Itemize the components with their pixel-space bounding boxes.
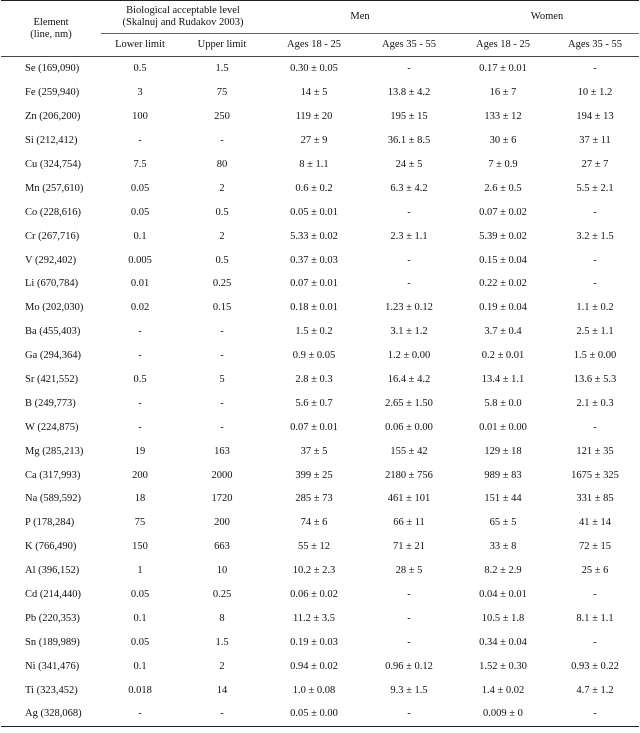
upper-limit-cell: 10 [216,565,228,577]
element-cell: Sr (421,552) [25,374,79,386]
women-ages-35-55-cell: 121 ± 35 [576,445,614,457]
bio-level-header-line1: Biological acceptable level [126,5,240,16]
element-cell: K (766,490) [25,541,77,553]
men-ages-18-25-cell: 27 ± 9 [300,135,328,147]
element-cell: P (178,284) [25,517,75,529]
men-ages-18-25-cell: 0.07 ± 0.01 [290,421,338,433]
women-ages-35-55-cell: 2.1 ± 0.3 [576,397,614,409]
women-ages-18-25-cell: 2.6 ± 0.5 [484,182,522,194]
men-ages-35-55-cell: 13.8 ± 4.2 [387,87,431,99]
table-row [1,391,639,415]
upper-limit-cell: 80 [216,159,228,170]
element-header-line1: Element [33,16,69,28]
element-cell: Mo (202,030) [25,302,84,314]
upper-limit-cell: - [220,135,224,147]
women-ages-35-55-cell: 37 ± 11 [579,135,611,147]
lower-limit-cell: 7.5 [133,159,147,170]
table-row [1,296,639,320]
lower-limit-cell: 0.005 [128,254,152,266]
upper-limit-cell: 1.5 [215,636,229,648]
element-cell: Ti (323,452) [25,684,78,696]
table-row [1,344,639,368]
table-row [1,272,639,296]
women-ages-35-55-cell: 1.1 ± 0.2 [576,302,614,314]
element-cell: Pb (220,353) [25,612,80,624]
lower-limit-cell: - [138,135,142,147]
table-row [1,511,639,535]
women-ages-35-55-cell: - [593,421,597,433]
men-ages-35-55-cell: 71 ± 21 [392,541,425,553]
element-cell: Cu (324,754) [25,159,81,170]
men-ages-18-25-cell: 0.18 ± 0.01 [290,302,338,314]
upper-limit-cell: 2000 [211,469,233,481]
element-cell: W (224,875) [25,421,79,433]
men-ages-35-55-cell: - [407,278,411,290]
element-cell: Li (670,784) [25,278,79,290]
lower-limit-cell: 19 [134,445,146,457]
upper-limit-cell: 14 [216,684,228,696]
men-ages-18-25-cell: 5.6 ± 0.7 [295,397,333,409]
women-ages-35-55-cell: 3.2 ± 1.5 [576,230,614,242]
women-ages-18-25-cell: 10.5 ± 1.8 [481,612,525,624]
table-row [1,368,639,392]
upper-limit-cell: - [220,326,224,338]
upper-limit-cell: 663 [214,541,230,553]
men-ages-18-25-cell: 2.8 ± 0.3 [295,374,333,386]
men-ages-18-25-cell: 74 ± 6 [300,517,328,529]
element-cell: Mg (285,213) [25,445,84,457]
lower-limit-cell: - [138,397,142,409]
element-cell: Ni (341,476) [25,660,80,672]
women-ages-18-25-cell: 1.4 ± 0.02 [481,684,525,696]
lower-limit-cell: 18 [134,493,146,505]
table-row [1,153,639,177]
table-row [1,176,639,200]
element-cell: B (249,773) [25,397,76,409]
women-ages-35-55-cell: 25 ± 6 [581,565,609,577]
men-ages-35-55-cell: - [407,206,411,218]
element-cell: Fe (259,940) [25,87,80,99]
table-row [1,535,639,559]
men-ages-18-25-cell: 119 ± 20 [295,111,333,123]
table-row [1,678,639,702]
women-header: Women [455,1,639,34]
table-row [1,583,639,607]
men-ages-35-55-cell: - [407,612,411,624]
men-ages-35-55-cell: 66 ± 11 [393,517,425,529]
bio-level-header [101,1,265,34]
women-ages-35-55-cell: - [593,636,597,648]
women-ages-35-55-cell: - [593,206,597,218]
women-ages-35-55-cell: 13.6 ± 5.3 [573,374,617,386]
element-cell: Na (589,592) [25,493,81,505]
women-ages-18-25-cell: 16 ± 7 [489,87,517,99]
women-ages-35-55-cell: 331 ± 85 [576,493,614,505]
women-ages-35-55-cell: 72 ± 15 [578,541,611,553]
table-row [1,463,639,487]
men-ages-18-25-cell: 0.06 ± 0.02 [290,589,338,601]
table-row [1,439,639,463]
upper-limit-cell: 5 [219,374,225,386]
table-row [1,702,639,726]
element-cell: Ga (294,364) [25,350,81,362]
men-ages-18-25-cell: 0.6 ± 0.2 [295,182,333,194]
women-ages-18-25-cell: 65 ± 5 [489,517,517,529]
men-ages-18-25-cell: 0.19 ± 0.03 [290,636,338,648]
table-row [1,606,639,630]
table-row [1,57,639,81]
upper-limit-header: Upper limit [179,34,265,57]
element-header-line2: (line, nm) [30,28,72,40]
table-row [1,129,639,153]
women-ages-35-55-cell: 1675 ± 325 [571,469,619,481]
women-ages-18-25-cell: 0.009 ± 0 [483,708,523,720]
women-ages-18-25-cell: 989 ± 83 [484,469,522,481]
men-ages-18-25-header: Ages 18 - 25 [265,34,363,57]
women-ages-35-55-cell: - [593,63,597,75]
women-ages-35-55-header: Ages 35 - 55 [551,34,639,57]
women-ages-35-55-cell: 27 ± 7 [581,159,609,170]
lower-limit-cell: 0.1 [133,612,147,624]
upper-limit-cell: - [220,397,224,409]
element-cell: Se (169,090) [25,63,80,75]
lower-limit-cell: 0.1 [133,660,147,672]
lower-limit-cell: 0.05 [130,182,150,194]
lower-limit-cell: 0.018 [128,684,152,696]
bio-level-header-line2: (Skalnuj and Rudakov 2003) [122,17,244,28]
lower-limit-cell: - [138,350,142,362]
lower-limit-cell: - [138,326,142,338]
table-row [1,320,639,344]
upper-limit-cell: 0.5 [215,206,229,218]
men-ages-18-25-cell: 399 ± 25 [295,469,333,481]
women-ages-18-25-cell: 0.22 ± 0.02 [479,278,527,290]
element-cell: Si (212,412) [25,135,78,147]
men-ages-35-55-cell: 2180 ± 756 [385,469,433,481]
women-ages-35-55-cell: - [593,278,597,290]
table-row [1,559,639,583]
upper-limit-cell: 0.15 [212,302,232,314]
element-cell: Ag (328,068) [25,708,82,720]
upper-limit-cell: 1.5 [215,63,229,75]
men-ages-35-55-cell: 6.3 ± 4.2 [390,182,428,194]
table-row [1,224,639,248]
men-ages-35-55-cell: 16.4 ± 4.2 [387,374,431,386]
women-ages-35-55-cell: - [593,589,597,601]
women-ages-18-25-cell: 0.01 ± 0.00 [479,421,527,433]
upper-limit-cell: 2 [219,660,225,672]
lower-limit-cell: 0.05 [130,636,150,648]
men-ages-18-25-cell: 5.33 ± 0.02 [290,230,338,242]
men-ages-18-25-cell: 0.07 ± 0.01 [290,278,338,290]
upper-limit-cell: 2 [219,230,225,242]
men-ages-35-55-cell: 0.96 ± 0.12 [385,660,433,672]
men-ages-18-25-cell: 37 ± 5 [300,445,328,457]
upper-limit-cell: 8 [219,612,225,624]
header-row-1 [1,1,639,34]
lower-limit-cell: 0.05 [130,206,150,218]
women-ages-18-25-cell: 7 ± 0.9 [488,159,518,170]
upper-limit-cell: 0.5 [215,254,229,266]
upper-limit-cell: - [220,421,224,433]
upper-limit-cell: - [220,708,224,720]
men-ages-35-55-cell: - [407,708,411,720]
women-ages-35-55-cell: 1.5 ± 0.00 [573,350,617,362]
men-ages-35-55-cell: 2.3 ± 1.1 [390,230,428,242]
men-ages-35-55-cell: 36.1 ± 8.5 [387,135,431,147]
lower-limit-cell: 0.1 [133,230,147,242]
upper-limit-cell: 2 [219,182,225,194]
table-row [1,81,639,105]
table-row [1,248,639,272]
lower-limit-cell: - [138,421,142,433]
men-ages-18-25-cell: 0.05 ± 0.00 [290,708,338,720]
element-cell: Cd (214,440) [25,589,81,601]
men-ages-18-25-cell: 0.94 ± 0.02 [290,660,338,672]
lower-limit-cell: - [138,708,142,720]
women-ages-18-25-cell: 5.8 ± 0.0 [484,397,522,409]
men-ages-35-55-cell: - [407,636,411,648]
table-row [1,105,639,129]
women-ages-18-25-cell: 5.39 ± 0.02 [479,230,527,242]
element-cell: Mn (257,610) [25,182,84,194]
table-row [1,200,639,224]
men-ages-18-25-cell: 55 ± 12 [297,541,330,553]
women-ages-18-25-cell: 151 ± 44 [484,493,522,505]
lower-limit-cell: 0.05 [130,589,150,601]
table-row [1,487,639,511]
women-ages-35-55-cell: 5.5 ± 2.1 [576,182,614,194]
men-ages-18-25-cell: 0.37 ± 0.03 [290,254,338,266]
women-ages-18-25-header: Ages 18 - 25 [455,34,551,57]
men-ages-35-55-cell: - [407,589,411,601]
women-ages-18-25-cell: 3.7 ± 0.4 [484,326,522,338]
upper-limit-cell: - [220,350,224,362]
men-ages-35-55-cell: 24 ± 5 [395,159,423,170]
women-ages-18-25-cell: 0.15 ± 0.04 [479,254,527,266]
men-ages-35-55-cell: 9.3 ± 1.5 [390,684,428,696]
element-cell: Al (396,152) [25,565,80,577]
women-ages-35-55-cell: - [593,708,597,720]
men-ages-35-55-cell: - [407,63,411,75]
men-ages-18-25-cell: 0.9 ± 0.05 [292,350,336,362]
men-ages-18-25-cell: 11.2 ± 3.5 [292,612,336,624]
lower-limit-cell: 0.02 [130,302,150,314]
women-ages-18-25-cell: 33 ± 8 [489,541,517,553]
men-header: Men [265,1,455,34]
table-row [1,654,639,678]
element-levels-table [1,0,639,727]
men-ages-35-55-cell: 1.2 ± 0.00 [387,350,431,362]
men-ages-18-25-cell: 1.5 ± 0.2 [295,326,333,338]
men-ages-18-25-cell: 14 ± 5 [300,87,328,99]
lower-limit-cell: 0.01 [130,278,150,290]
men-ages-35-55-cell: 1.23 ± 0.12 [385,302,433,314]
women-ages-18-25-cell: 129 ± 18 [484,445,522,457]
upper-limit-cell: 1720 [211,493,233,505]
women-ages-35-55-cell: 10 ± 1.2 [577,87,613,99]
men-ages-18-25-cell: 285 ± 73 [295,493,333,505]
lower-limit-header: Lower limit [101,34,179,57]
women-ages-18-25-cell: 0.04 ± 0.01 [479,589,527,601]
men-ages-35-55-cell: - [407,254,411,266]
table-row [1,630,639,654]
women-ages-35-55-cell: 41 ± 14 [578,517,611,529]
lower-limit-cell: 0.5 [133,63,147,75]
upper-limit-cell: 0.25 [212,278,232,290]
women-ages-18-25-cell: 0.19 ± 0.04 [479,302,527,314]
table-header [1,1,639,57]
men-ages-18-25-cell: 0.30 ± 0.05 [290,63,338,75]
women-ages-18-25-cell: 0.17 ± 0.01 [479,63,527,75]
lower-limit-cell: 150 [132,541,148,553]
women-ages-35-55-cell: 8.1 ± 1.1 [576,612,614,624]
women-ages-35-55-cell: 2.5 ± 1.1 [576,326,614,338]
men-ages-18-25-cell: 0.05 ± 0.01 [290,206,338,218]
men-ages-35-55-header: Ages 35 - 55 [363,34,455,57]
upper-limit-cell: 163 [214,445,230,457]
element-cell: Co (228,616) [25,206,81,218]
upper-limit-cell: 0.25 [212,589,232,601]
element-cell: V (292,402) [25,254,77,266]
element-cell: Sn (189,989) [25,636,80,648]
upper-limit-cell: 250 [214,111,230,123]
men-ages-35-55-cell: 28 ± 5 [395,565,423,577]
women-ages-18-25-cell: 1.52 ± 0.30 [479,660,527,672]
men-ages-35-55-cell: 0.06 ± 0.00 [385,421,433,433]
men-ages-35-55-cell: 2.65 ± 1.50 [385,397,433,409]
men-ages-35-55-cell: 3.1 ± 1.2 [390,326,428,338]
men-ages-18-25-cell: 8 ± 1.1 [299,159,329,170]
upper-limit-cell: 200 [214,517,230,529]
men-ages-18-25-cell: 10.2 ± 2.3 [292,565,336,577]
element-header [1,1,101,57]
lower-limit-cell: 1 [137,565,143,577]
element-cell: Ba (455,403) [25,326,81,338]
women-ages-18-25-cell: 0.07 ± 0.02 [479,206,527,218]
women-ages-35-55-cell: 194 ± 13 [576,111,614,123]
upper-limit-cell: 75 [216,87,228,99]
women-ages-18-25-cell: 0.2 ± 0.01 [481,350,525,362]
element-cell: Zn (206,200) [25,111,81,123]
men-ages-35-55-cell: 195 ± 15 [390,111,428,123]
men-ages-18-25-cell: 1.0 ± 0.08 [292,684,336,696]
women-ages-18-25-cell: 133 ± 12 [484,111,522,123]
women-ages-18-25-cell: 13.4 ± 1.1 [481,374,525,386]
women-ages-18-25-cell: 30 ± 6 [489,135,517,147]
women-ages-35-55-cell: - [593,254,597,266]
men-ages-35-55-cell: 461 ± 101 [387,493,431,505]
women-ages-18-25-cell: 8.2 ± 2.9 [484,565,522,577]
lower-limit-cell: 75 [134,517,146,529]
table-body [1,57,639,727]
lower-limit-cell: 200 [132,469,148,481]
women-ages-18-25-cell: 0.34 ± 0.04 [479,636,527,648]
lower-limit-cell: 3 [137,87,143,99]
lower-limit-cell: 100 [132,111,148,123]
lower-limit-cell: 0.5 [133,374,147,386]
element-cell: Cr (267,716) [25,230,80,242]
element-cell: Ca (317,993) [25,469,81,481]
men-ages-35-55-cell: 155 ± 42 [390,445,428,457]
women-ages-35-55-cell: 0.93 ± 0.22 [571,660,619,672]
women-ages-35-55-cell: 4.7 ± 1.2 [576,684,614,696]
table-row [1,415,639,439]
